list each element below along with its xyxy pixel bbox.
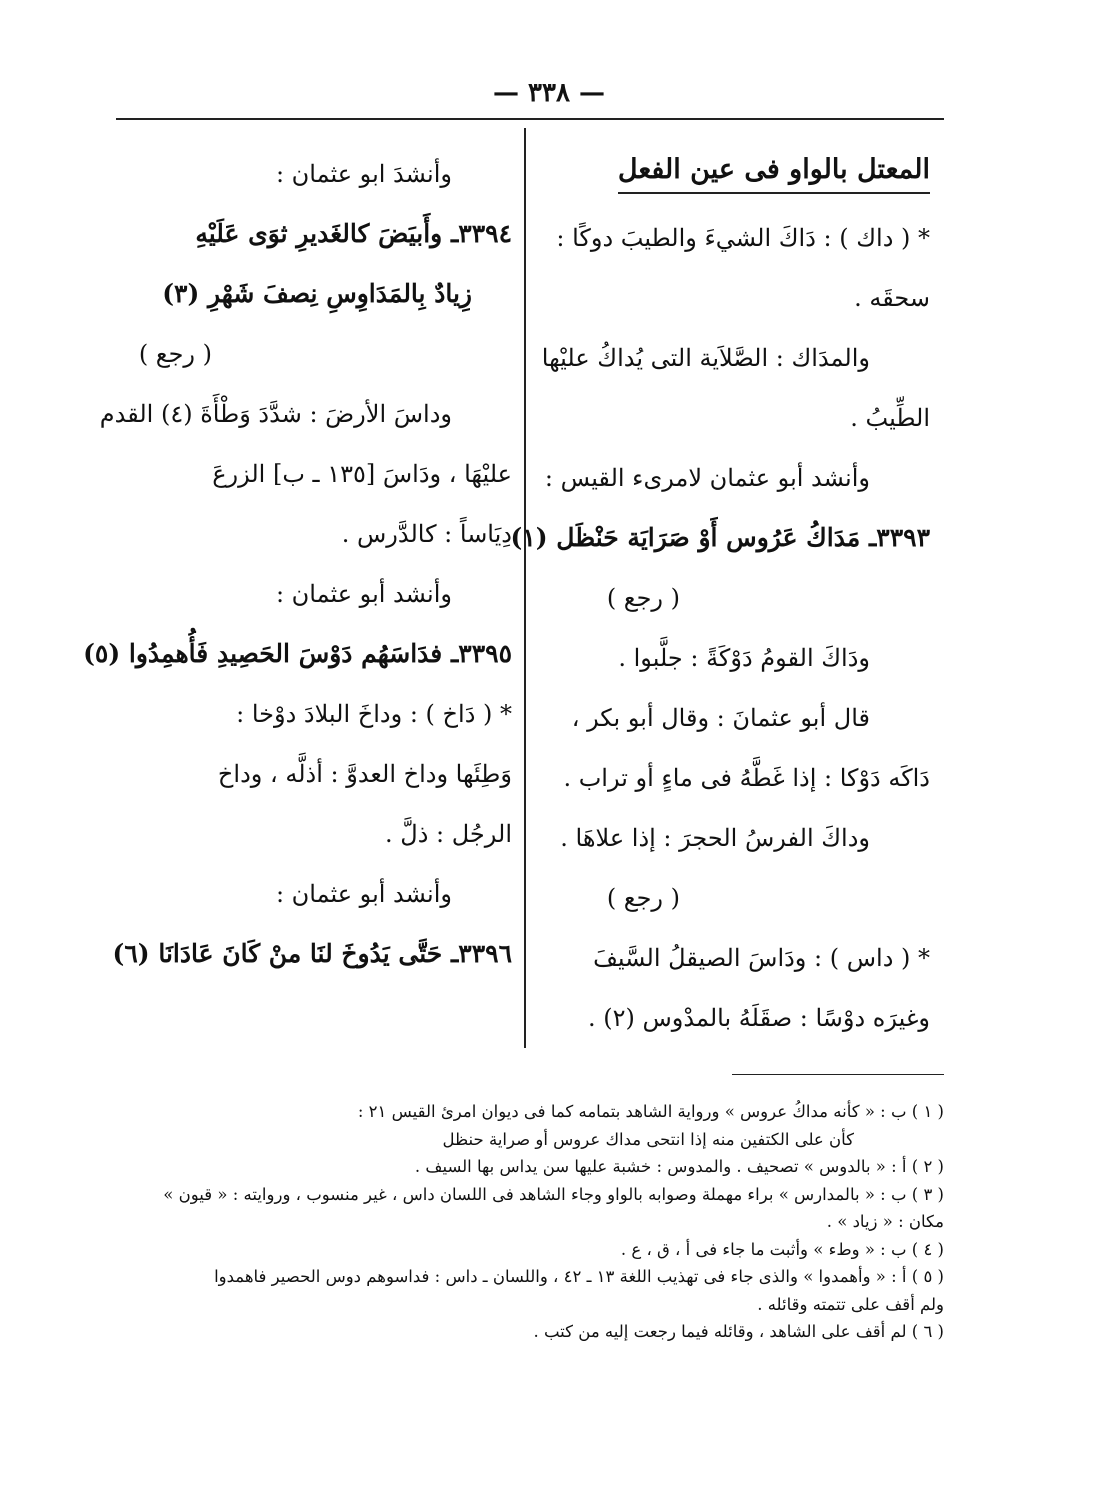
footnote-line: ( ٦ ) لم أقف على الشاهد ، وقائله فيما رجعت إليه من كتب . — [533, 1322, 944, 1341]
text-line: الرجُل : ذلَّ . — [385, 820, 512, 848]
header-rule — [116, 118, 944, 120]
right-column — [510, 140, 930, 1048]
column-divider — [524, 128, 526, 1048]
text-line: سحقَه . — [854, 284, 930, 312]
text-line: وأنشدَ ابو عثمان : — [275, 160, 452, 188]
text-line: الطِّيبُ . — [850, 404, 930, 432]
text-line: وأنشد أبو عثمان : — [275, 880, 452, 908]
text-line: * ( داس ) : ودَاسَ الصيقلُ السَّيفَ — [593, 944, 930, 972]
verse-line: ٣٣٩٣ـ مَدَاكُ عَرُوس أَوْ صَرَايَة حَنْظَل (١) — [510, 523, 930, 552]
text-line: قال أبو عثمانَ : وقال أبو بكر ، — [571, 704, 870, 732]
footnotes — [110, 1098, 944, 1346]
text-line: وغيرَه دوْسًا : صقَلَهُ بالمدْوس (٢) . — [587, 1004, 930, 1032]
text-line: عليْهَا ، ودَاسَ [١٣٥ ـ ب] الزرعَ — [212, 460, 512, 488]
text-line: دَاكَه دَوْكا : إذا غَطَّهُ فى ماءٍ أو تراب . — [563, 764, 930, 792]
verse-line: ٣٣٩٤ـ وأَبيَضَ كالغَديرِ ثوَى عَلَيْهِ — [195, 219, 512, 248]
footnote-line: ( ٤ ) ب : « وطء » وأثبت ما جاء فى أ ، ق ، ع . — [620, 1239, 944, 1259]
verse-line: ٣٣٩٦ـ حَتَّى يَدُوخَ لنَا منْ كَانَ عَادَانَا (٦) — [112, 939, 512, 968]
footnote-line: ( ٢ ) أ : « بالدوس » تصحيف . والمدوس : خشبة عليها سن يداس بها السيف . — [414, 1157, 944, 1176]
text-line: * ( دَاخ ) : وداخَ البلادَ دوْخا : — [236, 700, 512, 728]
text-line: ودَاكَ القومُ دَوْكَةً : جلَّبوا . — [618, 644, 870, 672]
footnote-line: ( ٣ ) ب : « بالمدارس » براء مهملة وصوابه بالواو وجاء الشاهد فى اللسان داس ، غير منسوب ، وروايته : « قيون » — [163, 1184, 944, 1204]
text-line: وأنشد أبو عثمان : — [275, 580, 452, 608]
left-column — [83, 140, 512, 984]
verse-line: ٣٣٩٥ـ فدَاسَهُم دَوْسَ الحَصِيدِ فَأُهمِدُوا (٥) — [83, 639, 512, 668]
text-line: ( رجع ) — [606, 884, 680, 912]
footnote-line: ( ٥ ) أ : « وأهمدوا » والذى جاء فى تهذيب اللغة ١٣ ـ ٤٢ ، واللسان ـ داس : فداسوهم دوس الحصير فاهمدوا — [214, 1267, 944, 1286]
text-line: وأنشد أبو عثمان لامرىء القيس : — [544, 464, 870, 492]
footnote-line: ولم أقف على تتمته وقائله . — [757, 1294, 944, 1314]
text-line: * ( داك ) : دَاكَ الشيءَ والطيبَ دوكًا : — [556, 224, 930, 252]
text-line: وداكَ الفرسُ الحجرَ : إذا علاهَا . — [560, 824, 870, 852]
footnote-line: ( ١ ) ب : « كأنه مداكُ عروس » ورواية الشاهد بتمامه كما فى ديوان امرئ القيس ٢١ : — [357, 1102, 944, 1121]
footnote-line: مكان : « زياد » . — [826, 1212, 944, 1231]
text-line: وداسَ الأرضَ : شدَّدَ وَطْأَةَ (٤) القدم — [99, 400, 452, 428]
text-line: وَطِئَها وداخ العدوَّ : أذلَّه ، وداخ — [217, 760, 512, 788]
footnote-rule — [732, 1074, 944, 1075]
text-line: ( رجع ) — [606, 584, 680, 612]
page-number: — ٣٣٨ — — [492, 78, 606, 108]
text-line: والمدَاك : الصَّلاَية التى يُداكُ عليْها — [541, 344, 870, 372]
section-title: المعتل بالواو فى عين الفعل — [618, 148, 930, 194]
footnote-line: كأن على الكتفين منه إذا انتحى مداك عروس أو صراية حنظل — [442, 1129, 854, 1149]
text-line: دِيَاساً : كالدَّرس . — [341, 520, 512, 548]
text-line: ( رجع ) — [138, 340, 212, 368]
verse-line: زِيادٌ بِالمَدَاوِسِ نِصفَ شَهْرِ (٣) — [162, 279, 472, 308]
